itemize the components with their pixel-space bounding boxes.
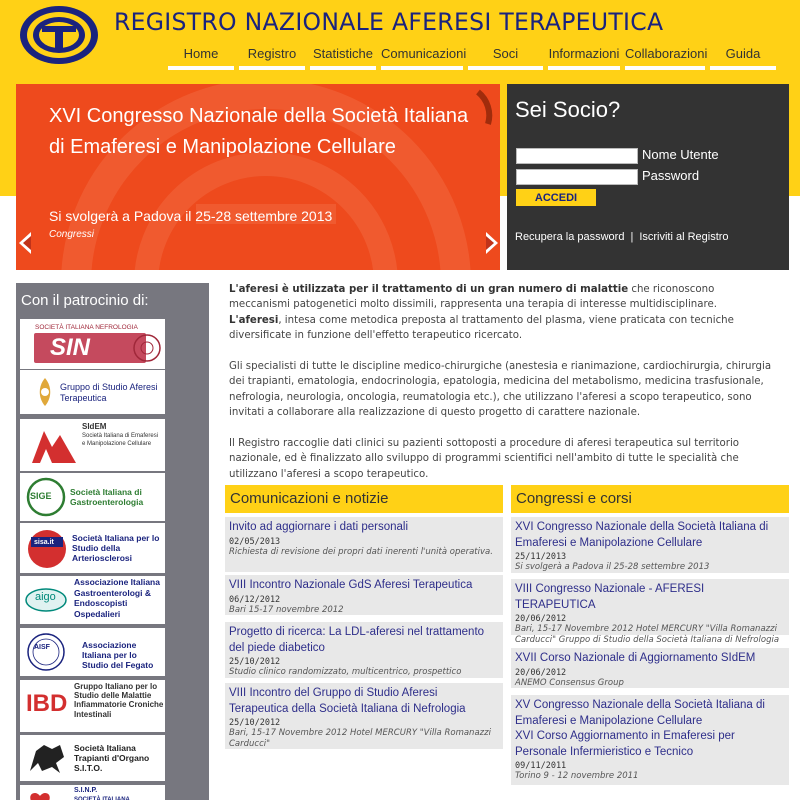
event-item[interactable] bbox=[511, 517, 789, 573]
recover-password-link[interactable]: Recupera la password bbox=[515, 231, 625, 243]
sponsor-sin-mark: SIN bbox=[50, 334, 91, 361]
event-item-title-secondary[interactable]: XVI Corso Aggiornamento in Emaferesi per Personale Infermieristico e Tecnico bbox=[515, 730, 735, 758]
sponsor-igibd-mark: IBD bbox=[26, 690, 68, 717]
sponsor-sige-caption: Società Italiana di Gastroenterologia bbox=[70, 487, 144, 507]
slider-next-arrow-icon[interactable] bbox=[485, 232, 499, 254]
news-item-desc: Richiesta di revisione dei propri dati inerenti l'unità operativa. bbox=[229, 546, 493, 557]
news-item-title[interactable]: Invito ad aggiornare i dati personali bbox=[229, 521, 409, 533]
sponsor-sin-logo[interactable] bbox=[20, 319, 165, 369]
slide-title[interactable]: XVI Congresso Nazionale della Società Italiana di Emaferesi e Manipolazione Cellulare bbox=[49, 105, 469, 158]
password-label: Password bbox=[642, 168, 700, 183]
event-item[interactable] bbox=[511, 695, 789, 785]
sponsor-aisf-logo[interactable] bbox=[20, 628, 165, 676]
rnat-logo-icon[interactable] bbox=[18, 4, 100, 66]
event-item-title[interactable]: XVII Corso Nazionale di Aggiornamento SIdEM bbox=[515, 652, 756, 664]
slide-date: Si svolgerà a Padova il 25-28 settembre 2013 bbox=[49, 208, 333, 224]
login-links bbox=[515, 231, 729, 243]
sponsor-sinp-logo[interactable] bbox=[20, 785, 165, 800]
news-item-date: 06/12/2012 bbox=[229, 594, 281, 605]
event-item[interactable] bbox=[511, 648, 789, 688]
event-item-date: 25/11/2013 bbox=[515, 552, 567, 562]
intro-text bbox=[229, 282, 774, 498]
sponsor-sige-mark: SIGE bbox=[30, 491, 52, 501]
news-item-date: 02/05/2013 bbox=[229, 536, 281, 547]
news-column-title: Comunicazioni e notizie bbox=[225, 485, 503, 513]
site-title: REGISTRO NAZIONALE AFERESI TERAPEUTICA bbox=[114, 8, 664, 36]
event-item-desc: Bari, 15-17 Novembre 2012 Hotel MERCURY "Villa Romanazzi Carducci" Gruppo di Studio della Società Italiana di Nefrologia bbox=[515, 624, 780, 645]
news-item-desc: Bari, 15-17 Novembre 2012 Hotel MERCURY "Villa Romanazzi Carducci" bbox=[229, 728, 491, 749]
login-title: Sei Socio? bbox=[515, 97, 621, 122]
nav-item-collaborazioni[interactable]: Collaborazioni bbox=[625, 44, 705, 70]
news-item[interactable] bbox=[225, 683, 503, 749]
event-item-date: 20/06/2012 bbox=[515, 667, 567, 678]
intro-paragraph-1 bbox=[229, 282, 774, 344]
intro-paragraph-2: Gli specialisti di tutte le discipline medico-chirurgiche (anestesia e rianimazione, cardiochirurgia, chirurgia dei trapianti, ematologia, endocrinologia, epatologia, medicina del metabolismo, medicina trasfusionale, nefrologia, neurologia, oncologia, reumatologia etc.), che utilizzano l'aferesi a scopo terapeutico, sono invitati a collaborare alla realizzazione di questo progetto di carattere nazionale. bbox=[229, 361, 772, 419]
event-item-title[interactable]: XVI Congresso Nazionale della Società Italiana di Emaferesi e Manipolazione Cellulare bbox=[515, 521, 769, 549]
password-input[interactable] bbox=[516, 169, 638, 185]
sponsor-sito-logo[interactable] bbox=[20, 735, 165, 781]
sponsor-sinp-caption: SOCIETÀ ITALIANA bbox=[74, 797, 130, 800]
news-item[interactable] bbox=[225, 575, 503, 615]
news-column bbox=[225, 485, 503, 749]
news-item-title[interactable]: Progetto di ricerca: La LDL-aferesi nel trattamento del piede diabetico bbox=[229, 626, 485, 654]
nav-item-informazioni[interactable]: Informazioni bbox=[548, 44, 620, 70]
sponsor-aisf-mark: AISF bbox=[34, 644, 50, 651]
slider-prev-arrow-icon[interactable] bbox=[18, 232, 32, 254]
username-input[interactable] bbox=[516, 148, 638, 164]
nav-item-comunicazioni[interactable]: Comunicazioni bbox=[381, 44, 463, 70]
intro-bold-2: L'aferesi bbox=[229, 314, 279, 326]
sponsor-sisa-mark: sisa.it bbox=[34, 539, 54, 546]
sponsor-sige-logo[interactable] bbox=[20, 473, 165, 521]
news-item-title[interactable]: VIII Incontro del Gruppo di Studio Aferesi Terapeutica della Società Italiana di Nefrologia bbox=[229, 687, 466, 715]
news-item-date: 25/10/2012 bbox=[229, 657, 281, 667]
sponsor-gruppo-caption: Gruppo di Studio Aferesi Terapeutica bbox=[60, 382, 158, 403]
nav-item-guida[interactable]: Guida bbox=[710, 44, 776, 70]
sponsor-aisf-caption: Associazione Italiana per lo Studio del Fegato bbox=[82, 640, 154, 670]
events-column bbox=[511, 485, 789, 781]
nav-item-statistiche[interactable]: Statistiche bbox=[310, 44, 376, 70]
intro-text-2: , intesa come metodica preposta al trattamento del plasma, viene praticata con tecniche diversificate in funzione dell'effetto terapeutico ricercato. bbox=[229, 314, 734, 342]
news-item-desc: Studio clinico randomizzato, multicentrico, prospettico bbox=[229, 667, 462, 677]
login-button[interactable]: ACCEDI bbox=[516, 189, 596, 206]
sponsor-sidem-caption: Società Italiana di Emaferesi e Manipolazione Cellulare bbox=[82, 433, 159, 447]
register-link[interactable]: Iscriviti al Registro bbox=[639, 231, 729, 243]
sponsor-sin-caption: SOCIETÀ ITALIANA NEFROLOGIA bbox=[35, 324, 138, 331]
sponsor-sinp-name: S.I.N.P. bbox=[74, 787, 98, 794]
news-item[interactable] bbox=[225, 622, 503, 678]
main-navigation bbox=[168, 44, 776, 70]
login-links-separator: | bbox=[630, 231, 634, 243]
username-label: Nome Utente bbox=[642, 147, 719, 162]
event-item-desc: ANEMO Consensus Group bbox=[515, 677, 624, 688]
news-item-desc: Bari 15-17 novembre 2012 bbox=[229, 604, 344, 615]
sponsor-sisa-caption: Società Italiana per lo Studio della Arteriosclerosi bbox=[72, 533, 160, 563]
login-panel bbox=[507, 84, 789, 270]
event-item-title[interactable]: XV Congresso Nazionale della Società Italiana di Emaferesi e Manipolazione Cellulare bbox=[515, 699, 765, 727]
news-item-date: 25/10/2012 bbox=[229, 718, 281, 728]
intro-paragraph-3: Il Registro raccoglie dati clinici su pazienti sottoposti a procedure di aferesi terapeutica sul territorio nazionale, ed è finalizzato allo sviluppo di programmi scientifici nell'ambito di tutte le specialità che utilizzano l'aferesi a scopo terapeutico. bbox=[229, 438, 740, 480]
event-item-desc: Si svolgerà a Padova il 25-28 settembre 2013 bbox=[515, 562, 710, 572]
event-item[interactable] bbox=[511, 579, 789, 645]
slide-category[interactable]: Congressi bbox=[49, 229, 95, 240]
sponsor-sidem-name: SIdEM bbox=[82, 422, 107, 431]
sponsor-igibd-caption: Gruppo Italiano per lo Studio delle Malattie Infiammatorie Croniche Intestinali bbox=[74, 682, 164, 719]
sponsor-aigo-mark: aigo bbox=[35, 591, 56, 603]
sponsor-sito-caption: Società Italiana Trapianti d'Organo S.I.T.O. bbox=[74, 743, 150, 773]
nav-item-registro[interactable]: Registro bbox=[239, 44, 305, 70]
event-item-title[interactable]: VIII Congresso Nazionale - AFERESI TERAPEUTICA bbox=[515, 583, 705, 611]
event-item-date: 20/06/2012 bbox=[515, 614, 567, 624]
intro-bold-1: L'aferesi è utilizzata per il trattamento di un gran numero di malattie bbox=[229, 284, 629, 295]
event-item-desc: Torino 9 - 12 novembre 2011 bbox=[515, 771, 639, 781]
nav-item-soci[interactable]: Soci bbox=[468, 44, 543, 70]
sponsor-aigo-caption: Associazione Italiana Gastroenterologi & Endoscopisti Ospedalieri bbox=[74, 577, 160, 619]
news-item-title[interactable]: VIII Incontro Nazionale GdS Aferesi Terapeutica bbox=[229, 579, 473, 591]
featured-slider[interactable] bbox=[16, 84, 500, 270]
event-item-date: 09/11/2011 bbox=[515, 761, 567, 771]
nav-item-home[interactable]: Home bbox=[168, 44, 234, 70]
intro-text-1: che riconoscono meccanismi patogenetici molto dissimili, rappresenta una terapia di interesse multidisciplinare. bbox=[229, 284, 717, 311]
sponsor-gruppo-studio-aferesi-logo[interactable] bbox=[20, 370, 165, 414]
sponsor-igibd-logo[interactable] bbox=[20, 680, 165, 732]
sponsor-sidem-logo[interactable] bbox=[20, 419, 165, 471]
sponsor-aigo-logo[interactable] bbox=[20, 576, 165, 624]
sponsor-sisa-logo[interactable] bbox=[20, 523, 165, 573]
news-item[interactable] bbox=[225, 517, 503, 572]
sponsors-sidebar bbox=[16, 283, 209, 800]
events-column-title: Congressi e corsi bbox=[511, 485, 789, 513]
sidebar-title: Con il patrocinio di: bbox=[21, 292, 149, 309]
